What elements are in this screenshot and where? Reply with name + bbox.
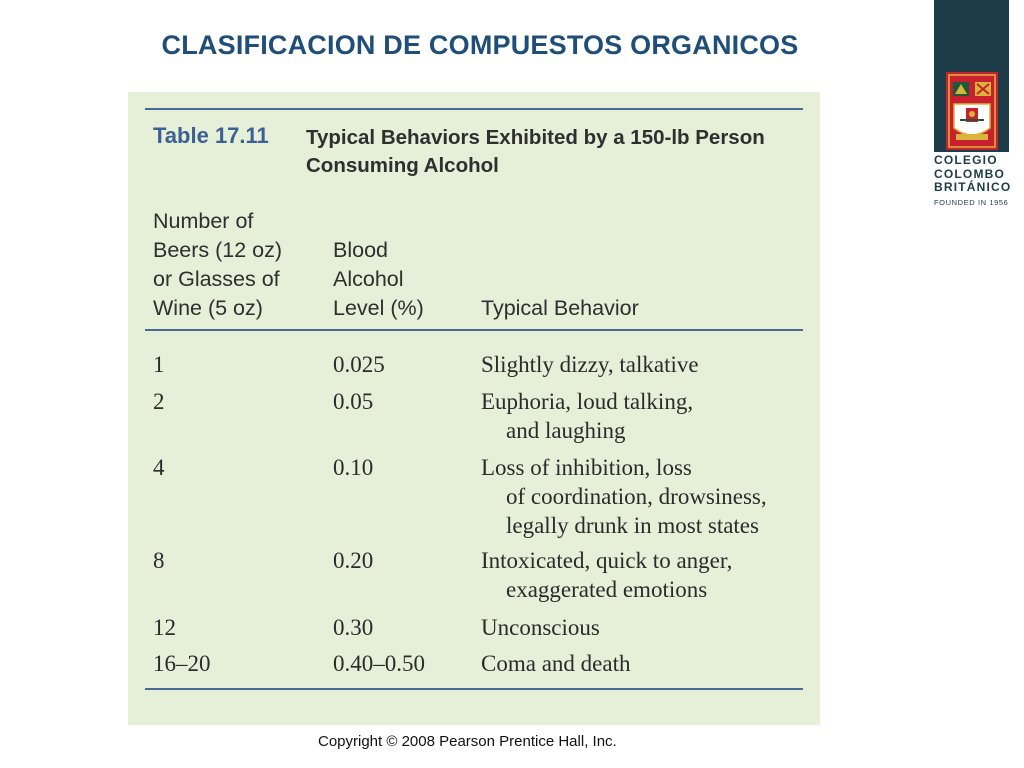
behavior-line: and laughing	[506, 418, 626, 443]
table-top-rule	[145, 108, 803, 110]
table-cell-bac: 0.40–0.50	[333, 651, 425, 676]
table-bottom-rule	[145, 688, 803, 690]
table-cell-drinks: 4	[153, 455, 165, 480]
school-logo-text	[934, 154, 1016, 209]
table-caption-line-2: Consuming Alcohol	[306, 154, 499, 177]
table-cell-behavior	[481, 546, 732, 604]
behavior-line: of coordination, drowsiness,	[506, 484, 767, 509]
table-cell-bac: 0.10	[333, 455, 374, 480]
logo-founded: FOUNDED IN 1956	[934, 197, 1009, 207]
logo-line-2: COLOMBO	[934, 166, 1006, 181]
table-cell-drinks: 1	[153, 352, 165, 377]
behavior-line: Slightly dizzy, talkative	[481, 352, 699, 377]
table-cell-bac: 0.30	[333, 615, 374, 640]
behavior-line: Coma and death	[481, 651, 631, 676]
table-cell-bac: 0.025	[333, 352, 385, 377]
behavior-line: Intoxicated, quick to anger,	[481, 548, 733, 573]
table-cell-behavior	[481, 613, 600, 642]
table-number: Table 17.11	[153, 123, 269, 148]
table-cell-behavior	[481, 350, 699, 379]
slide-title: CLASIFICACION DE COMPUESTOS ORGANICOS	[161, 30, 799, 60]
behavior-line: Loss of inhibition, loss	[481, 455, 692, 480]
table-caption-line-1: Typical Behaviors Exhibited by a 150-lb Person	[306, 126, 765, 149]
behavior-line: exaggerated emotions	[506, 577, 708, 602]
logo-line-1: COLEGIO	[934, 153, 998, 167]
column-header-behavior: Typical Behavior	[481, 296, 639, 320]
table-cell-drinks: 2	[153, 389, 165, 414]
table-cell-behavior	[481, 453, 767, 540]
table-cell-drinks: 8	[153, 548, 165, 573]
table-cell-drinks: 16–20	[153, 651, 211, 676]
copyright-notice: Copyright © 2008 Pearson Prentice Hall, Inc.	[318, 733, 617, 750]
behavior-line: Euphoria, loud talking,	[481, 389, 694, 414]
column-header-drinks: Number of Beers (12 oz) or Glasses of Wine (5 oz)	[153, 209, 283, 320]
table-cell-behavior	[481, 649, 630, 678]
column-header-bac: Blood Alcohol Level (%)	[333, 238, 424, 320]
table-caption	[306, 124, 806, 180]
logo-line-3: BRITÁNICO	[934, 180, 1012, 194]
behavior-line: Unconscious	[481, 615, 600, 640]
behavior-line: legally drunk in most states	[506, 513, 759, 538]
school-crest-icon	[946, 72, 998, 150]
table-cell-behavior	[481, 387, 693, 445]
table-cell-bac: 0.20	[333, 548, 374, 573]
table-cell-bac: 0.05	[333, 389, 374, 414]
table-cell-drinks: 12	[153, 615, 176, 640]
table-header-rule	[145, 329, 803, 331]
table-panel	[128, 92, 820, 725]
